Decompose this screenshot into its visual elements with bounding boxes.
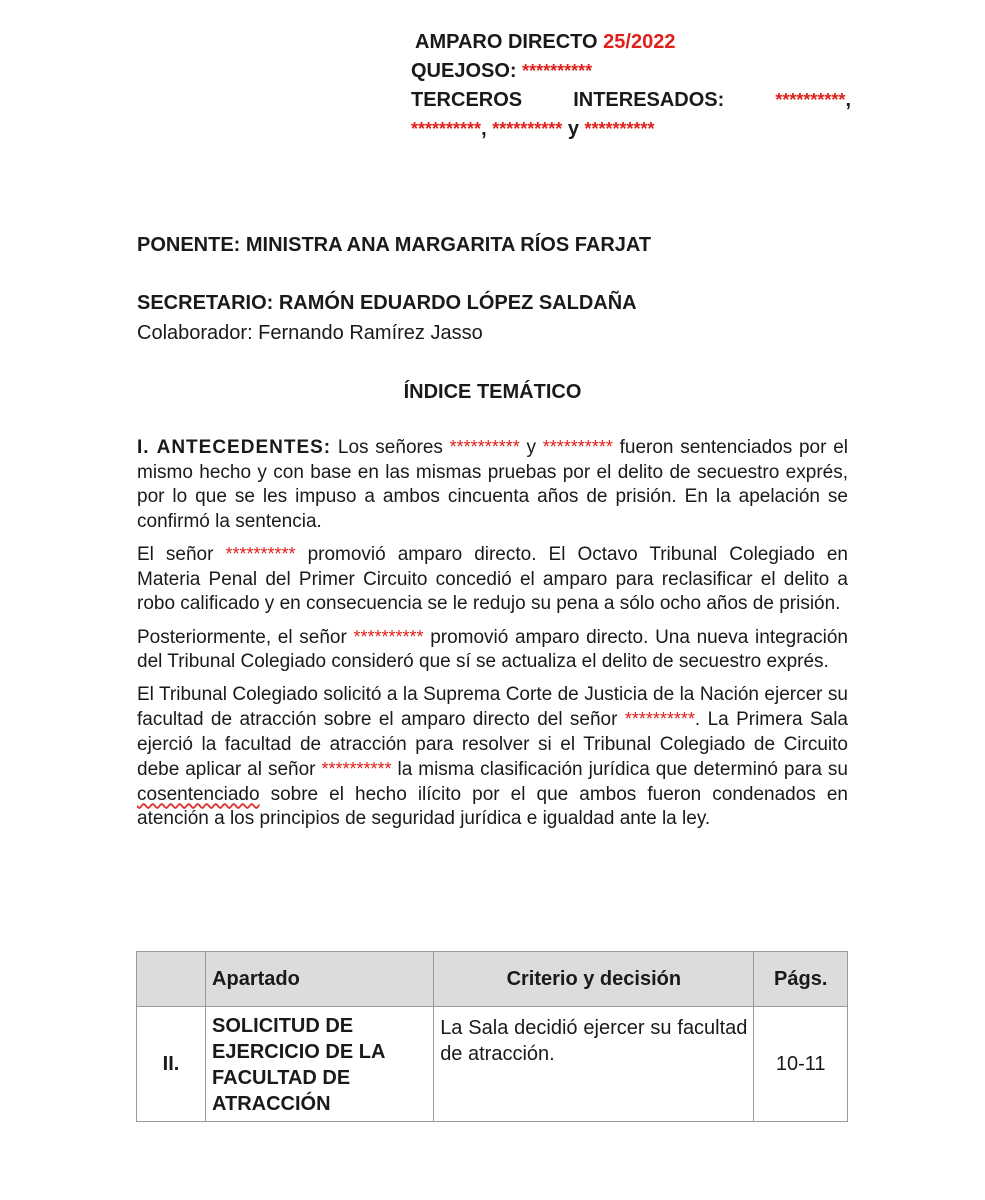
table-row <box>137 1007 848 1122</box>
terceros-line <box>411 86 851 115</box>
index-title: ÍNDICE TEMÁTICO <box>403 381 582 403</box>
amparo-number: 25/2022 <box>603 31 676 53</box>
redacted-name: ********** <box>321 759 392 779</box>
paragraph-4 <box>137 683 848 832</box>
terceros-line-2 <box>411 115 851 144</box>
row-apartado: SOLICITUD DE EJERCICIO DE LA FACULTAD DE ATRACCIÓN <box>206 1007 434 1122</box>
spellcheck-word: cosentenciado <box>137 783 260 805</box>
quejoso-line <box>411 57 851 86</box>
text: sobre el hecho ilícito por el que ambos fueron condenados en atención a los principios de seguridad jurídica e igualdad ante la ley. <box>137 783 848 829</box>
paragraph-3 <box>137 625 848 675</box>
case-header <box>411 28 851 144</box>
antecedentes-heading: I. ANTECEDENTES: <box>137 437 332 458</box>
ponente: PONENTE: MINISTRA ANA MARGARITA RÍOS FARJAT <box>137 234 652 256</box>
terceros-redacted-4: ********** <box>584 119 655 139</box>
terceros-redacted-2: ********** <box>411 119 482 139</box>
index-table <box>136 951 848 1122</box>
paragraph-2 <box>137 542 848 617</box>
row-criterio: La Sala decidió ejercer su facultad de atracción. <box>434 1007 754 1122</box>
quejoso-redacted: ********** <box>522 61 593 81</box>
header-cell-num <box>137 952 206 1007</box>
text: fueron sentenciados por el mismo hecho y con base en las mismas pruebas por el delito de secuestro exprés, por lo que se les impuso a ambos cincuenta años de prisión. En la apelación se confirmó la sentencia. <box>137 437 848 532</box>
antecedentes-section <box>137 435 848 840</box>
colaborador: Colaborador: Fernando Ramírez Jasso <box>137 322 483 344</box>
table-header-row <box>137 952 848 1007</box>
paragraph-1 <box>137 435 848 534</box>
text: promovió amparo directo. Una nueva integración del Tribunal Colegiado consideró que sí se actualiza el delito de secuestro exprés. <box>137 626 848 672</box>
header-cell-pags: Págs. <box>754 952 848 1007</box>
text: Los señores <box>331 437 450 458</box>
quejoso-label: QUEJOSO: <box>411 60 517 82</box>
terceros-label-1: TERCEROS <box>411 89 523 111</box>
row-number: II. <box>137 1007 206 1122</box>
secretario: SECRETARIO: RAMÓN EDUARDO LÓPEZ SALDAÑA <box>137 292 637 314</box>
text: . La Primera Sala ejerció la facultad de atracción para resolver si el Tribunal Colegiado de Circuito debe aplicar al señor <box>137 709 848 780</box>
redacted-name: ********** <box>542 437 613 457</box>
terceros-label-2: INTERESADOS: <box>573 89 725 111</box>
redacted-name: ********** <box>624 709 695 729</box>
conjunction: y <box>567 118 579 140</box>
text: Posteriormente, el señor <box>137 626 354 648</box>
text: El señor <box>137 544 226 565</box>
row-pages: 10-11 <box>754 1007 848 1122</box>
redacted-name: ********** <box>449 437 520 457</box>
terceros-redacted-3: ********** <box>492 119 563 139</box>
terceros-redacted-1: ********** <box>775 90 846 110</box>
amparo-line <box>411 28 851 57</box>
text: El Tribunal Colegiado solicitó a la Suprema Corte de Justicia de la Nación ejercer su facultad de atracción sobre el amparo directo del señor <box>137 683 848 730</box>
header-cell-criterio: Criterio y decisión <box>434 952 754 1007</box>
terceros-first <box>775 86 851 115</box>
redacted-name: ********** <box>225 544 296 564</box>
amparo-label: AMPARO DIRECTO <box>415 31 598 53</box>
header-cell-apartado: Apartado <box>206 952 434 1007</box>
text: promovió amparo directo. El Octavo Tribunal Colegiado en Materia Penal del Primer Circuito concedió el amparo para reclasificar el delito a robo calificado y en consecuencia se le redujo su pena a sólo ocho años de prisión. <box>137 544 849 614</box>
comma: , <box>481 118 487 140</box>
text: la misma clasificación jurídica que determinó para su <box>391 759 848 780</box>
comma: , <box>845 89 851 111</box>
text: y <box>519 437 543 458</box>
redacted-name: ********** <box>353 626 424 647</box>
